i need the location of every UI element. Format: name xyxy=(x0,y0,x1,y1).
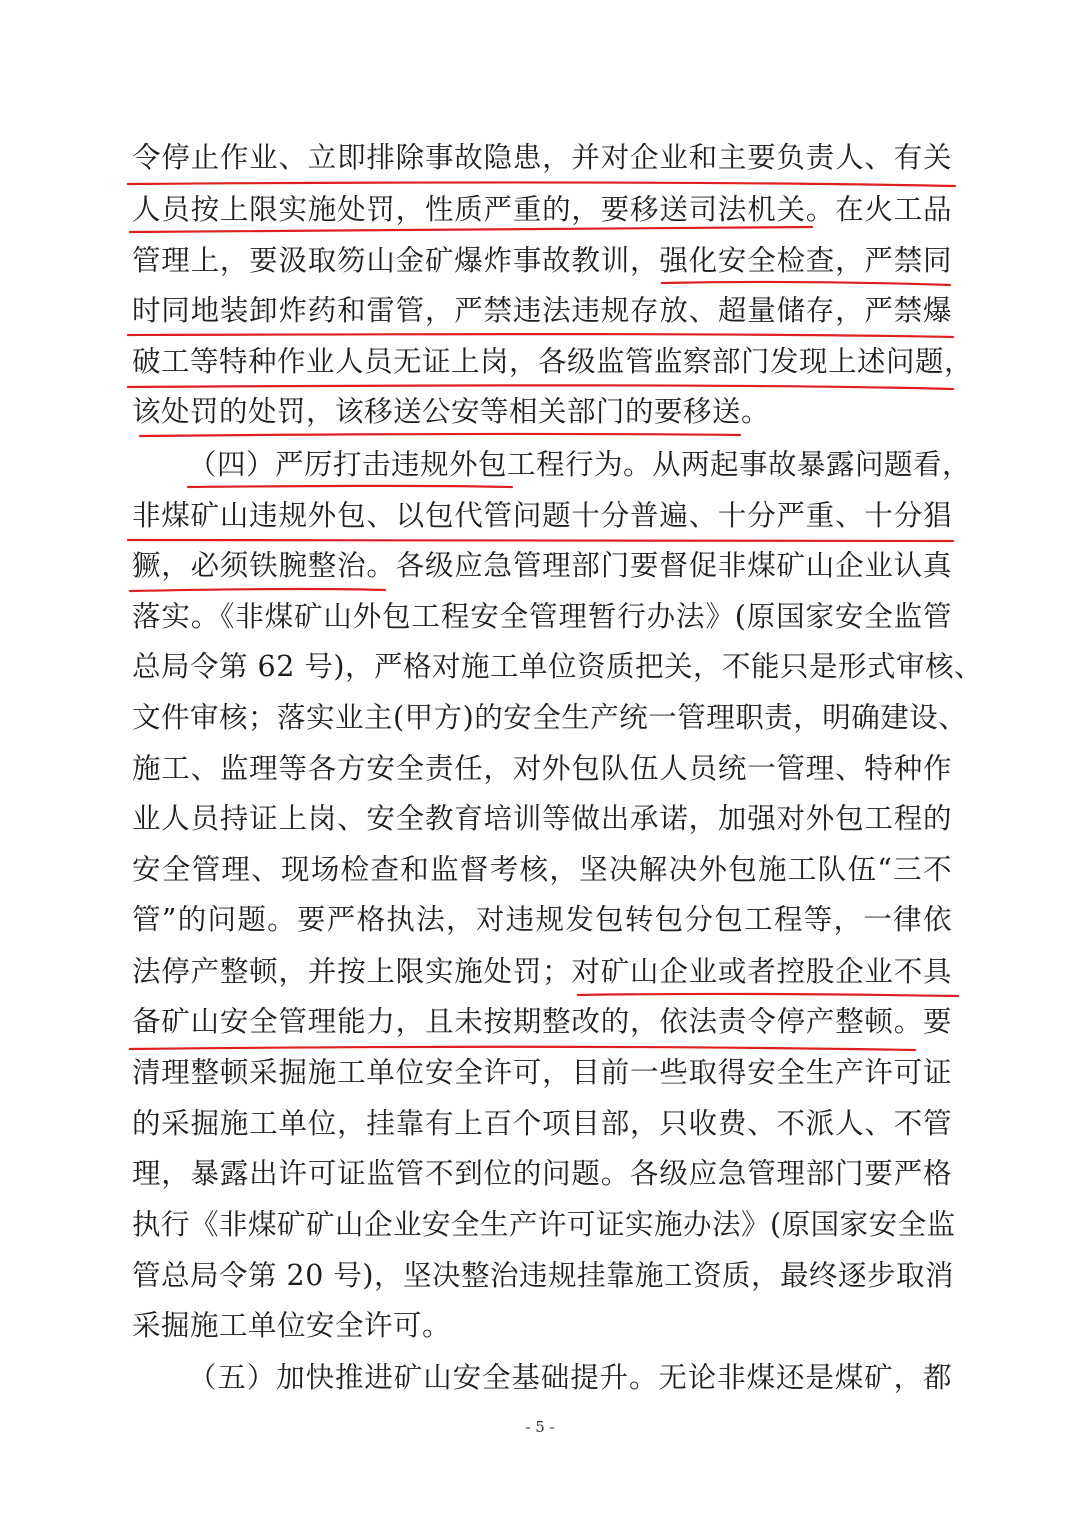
text-line-24: 采掘施工单位安全许可。 xyxy=(132,1309,452,1342)
text-line-9: 獗，必须铁腕整治。各级应急管理部门要督促非煤矿山企业认真 xyxy=(132,549,952,582)
text-line-7: （四）严厉打击违规外包工程行为。从两起事故暴露问题看， xyxy=(188,448,972,481)
text-line-17: 法停产整顿，并按上限实施处罚；对矿山企业或者控股企业不具 xyxy=(132,955,952,988)
text-line-10: 落实。《非煤矿山外包工程安全管理暂行办法》(原国家安全监管 xyxy=(132,600,952,633)
text-line-14: 业人员持证上岗、安全教育培训等做出承诺，加强对外包工程的 xyxy=(132,802,952,835)
text-line-21: 理，暴露出许可证监管不到位的问题。各级应急管理部门要严格 xyxy=(132,1157,952,1190)
text-line-15: 安全管理、现场检查和监督考核，坚决解决外包施工队伍“三不 xyxy=(132,853,952,886)
text-line-2: 人员按上限实施处罚，性质严重的，要移送司法机关。在火工品 xyxy=(132,193,952,226)
text-line-18: 备矿山安全管理能力，且未按期整改的，依法责令停产整顿。要 xyxy=(132,1005,952,1038)
text-line-1: 令停止作业、立即排除事故隐患，并对企业和主要负责人、有关 xyxy=(132,141,952,174)
text-line-23: 管总局令第 20 号)，坚决整治违规挂靠施工资质，最终逐步取消 xyxy=(132,1259,955,1292)
text-line-25: （五）加快推进矿山安全基础提升。无论非煤还是煤矿，都 xyxy=(188,1361,952,1394)
text-line-6: 该处罚的处罚，该移送公安等相关部门的要移送。 xyxy=(132,395,771,428)
text-line-5: 破工等特种作业人员无证上岗，各级监管监察部门发现上述问题， xyxy=(132,345,974,378)
text-line-16: 管”的问题。要严格执法，对违规发包转包分包工程等，一律依 xyxy=(132,903,952,936)
text-line-19: 清理整顿采掘施工单位安全许可，目前一些取得安全生产许可证 xyxy=(132,1056,952,1089)
text-line-8: 非煤矿山违规外包、以包代管问题十分普遍、十分严重、十分猖 xyxy=(132,499,952,532)
text-line-4: 时同地装卸炸药和雷管，严禁违法违规存放、超量储存，严禁爆 xyxy=(132,294,952,327)
text-line-3: 管理上，要汲取笏山金矿爆炸事故教训，强化安全检查，严禁同 xyxy=(132,244,952,277)
page-number: - 5 - xyxy=(525,1418,555,1436)
text-line-13: 施工、监理等各方安全责任，对外包队伍人员统一管理、特种作 xyxy=(132,752,952,785)
text-line-11: 总局令第 62 号)，严格对施工单位资质把关，不能只是形式审核、 xyxy=(132,650,984,683)
text-line-22: 执行《非煤矿矿山企业安全生产许可证实施办法》(原国家安全监 xyxy=(132,1208,956,1241)
text-line-20: 的采掘施工单位，挂靠有上百个项目部，只收费、不派人、不管 xyxy=(132,1107,952,1140)
text-line-12: 文件审核；落实业主(甲方)的安全生产统一管理职责，明确建设、 xyxy=(132,701,968,734)
